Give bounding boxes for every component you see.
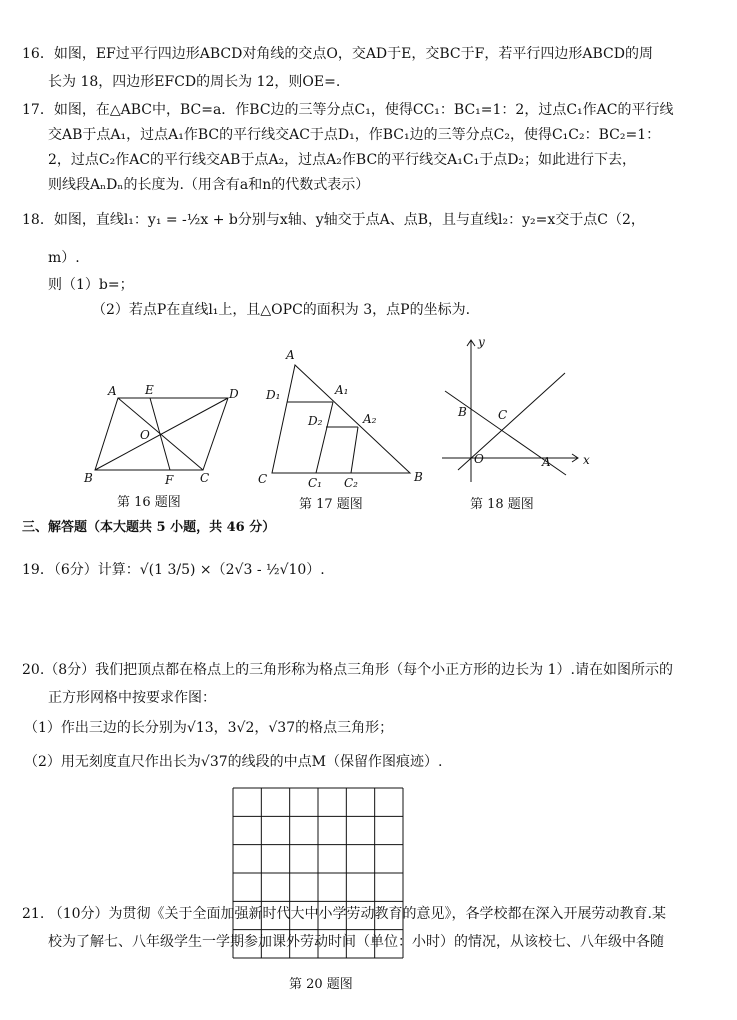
fig18-label-C: C xyxy=(498,408,508,422)
q16-line2: 长为 18，四边形EFCD的周长为 12，则OE=. xyxy=(48,74,341,90)
fig16-label-E: E xyxy=(145,383,154,397)
q17-line4: 则线段AₙDₙ的长度为.（用含有a和n的代数式表示） xyxy=(48,177,370,193)
q20-line4: （2）用无刻度直尺作出长为√37的线段的中点M（保留作图痕迹）. xyxy=(24,754,443,770)
q18-line4: （2）若点P在直线l₁上，且△OPC的面积为 3，点P的坐标为. xyxy=(92,302,471,318)
section-3-title: 三、解答题（本大题共 5 小题，共 46 分） xyxy=(22,520,276,535)
fig17-label-B: B xyxy=(414,470,423,484)
fig20-caption: 第 20 题图 xyxy=(289,977,353,992)
q21-line2: 校为了解七、八年级学生一学期参加课外劳动时间（单位：小时）的情况，从该校七、八年级中各随 xyxy=(48,934,664,950)
q17-line3: 2，过点C₂作AC的平行线交AB于点A₂，过点A₂作BC的平行线交A₁C₁于点D₂；如此进行下去， xyxy=(48,152,637,168)
fig17-label-D1: D₁ xyxy=(266,388,281,402)
fig17-label-A: A xyxy=(286,348,295,362)
fig18-label-x: x xyxy=(583,453,590,467)
q20-line3: （1）作出三边的长分别为√13，3√2，√37的格点三角形； xyxy=(24,720,394,736)
fig17-label-A2: A₂ xyxy=(363,412,377,426)
figure-17-triangle xyxy=(252,345,432,495)
q17-line1: 17．如图，在△ABC中，BC=a．作BC边的三等分点C₁，使得CC₁：BC₁=1：2，过点C₁作AC的平行线 xyxy=(22,102,674,118)
fig18-label-A: A xyxy=(542,455,551,469)
fig18-label-B: B xyxy=(458,405,467,419)
fig18-label-O: O xyxy=(474,452,484,466)
fig16-label-C: C xyxy=(200,471,210,485)
q19-text: 19．（6分）计算：√(1 3/5) ×（2√3 - ½√10）. xyxy=(22,562,325,578)
fig17-label-C1: C₁ xyxy=(308,476,322,490)
q17-line2: 交AB于点A₁，过点A₁作BC的平行线交AC于点D₁，作BC₁边的三等分点C₂，使得C₁C₂：BC₂=1： xyxy=(48,127,661,143)
fig16-label-A: A xyxy=(108,384,117,398)
fig17-label-C2: C₂ xyxy=(344,476,358,490)
q18-line1: 18．如图，直线l₁：y₁ = -½x + b分别与x轴、y轴交于点A、点B，且与直线l₂：y₂=x交于点C（2， xyxy=(22,212,645,228)
fig16-caption: 第 16 题图 xyxy=(117,495,181,510)
fig17-caption: 第 17 题图 xyxy=(299,497,363,512)
q20-line2: 正方形网格中按要求作图： xyxy=(48,690,216,706)
fig17-label-C: C xyxy=(258,472,268,486)
fig17-label-A1: A₁ xyxy=(335,383,349,397)
figure-16-parallelogram xyxy=(78,378,248,488)
fig16-label-D: D xyxy=(229,387,239,401)
q20-line1: 20.（8分）我们把顶点都在格点上的三角形称为格点三角形（每个小正方形的边长为 1）.请在如图所示的 xyxy=(22,662,673,678)
fig18-caption: 第 18 题图 xyxy=(470,497,534,512)
fig16-label-O: O xyxy=(140,428,150,442)
figure-18-coordinate xyxy=(438,332,598,492)
fig16-label-B: B xyxy=(84,471,93,485)
fig18-label-y: y xyxy=(478,335,485,349)
q21-line1: 21. （10分）为贯彻《关于全面加强新时代大中小学劳动教育的意见》，各学校都在深入开展劳动教育.某 xyxy=(22,906,666,922)
q16-line1: 16．如图，EF过平行四边形ABCD对角线的交点O，交AD于E，交BC于F，若平行四边形ABCD的周 xyxy=(22,46,653,62)
fig16-label-F: F xyxy=(165,473,174,487)
fig17-label-D2: D₂ xyxy=(308,414,323,428)
q18-line2: m）. xyxy=(48,250,80,266)
q18-line3: 则（1）b=； xyxy=(48,277,134,293)
